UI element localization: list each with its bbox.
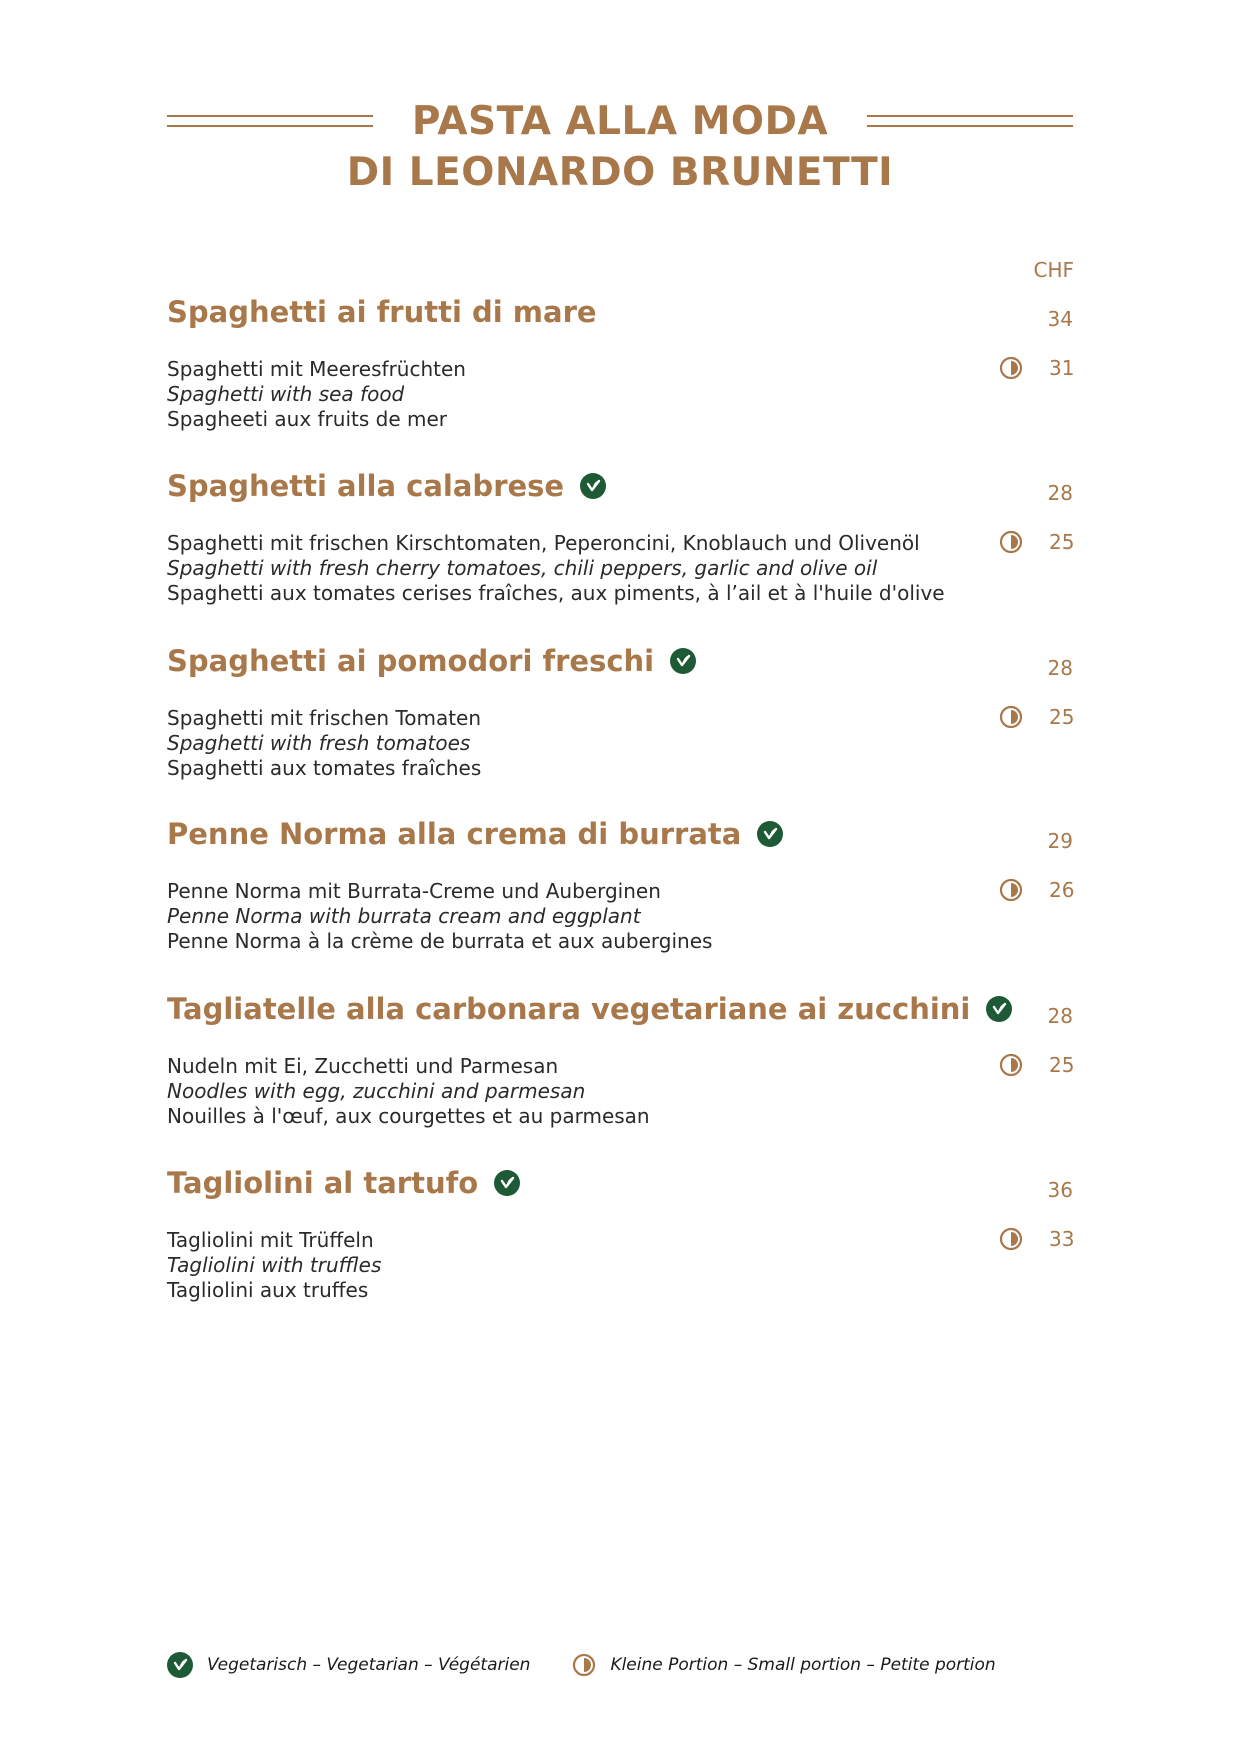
dish-name-text: Penne Norma alla crema di burrata <box>167 817 742 851</box>
dish-price: 28 <box>1047 481 1073 505</box>
dish-name <box>167 295 597 329</box>
dish-description <box>167 357 466 432</box>
description-de: Nudeln mit Ei, Zucchetti und Parmesan <box>167 1054 559 1078</box>
dish-name <box>167 644 696 678</box>
dish-price: 36 <box>1047 1178 1073 1202</box>
dish-description <box>167 1228 381 1303</box>
half-circle-icon <box>572 1653 596 1677</box>
page-title-line1: PASTA ALLA MODA <box>411 99 829 144</box>
description-en: Penne Norma with burrata cream and eggplant <box>167 904 641 928</box>
dish-price: 28 <box>1047 656 1073 680</box>
menu-item <box>167 1166 1073 1361</box>
description-de: Penne Norma mit Burrata-Creme und Auberginen <box>167 879 661 903</box>
small-portion-row <box>999 356 1073 380</box>
description-fr: Spagheeti aux fruits de mer <box>167 407 447 431</box>
leaf-icon <box>670 648 696 674</box>
leaf-icon <box>580 473 606 499</box>
leaf-icon <box>167 1652 193 1678</box>
dish-description <box>167 706 481 781</box>
menu-item <box>167 469 1073 664</box>
dish-name-text: Spaghetti ai frutti di mare <box>167 295 597 329</box>
half-circle-icon <box>999 1053 1023 1077</box>
half-circle-icon <box>999 1227 1023 1251</box>
small-portion-price: 26 <box>1049 878 1075 902</box>
leaf-icon <box>494 1170 520 1196</box>
legend-vegetarian-text: Vegetarisch – Vegetarian – Végétarien <box>207 1655 531 1675</box>
description-fr: Penne Norma à la crème de burrata et aux aubergines <box>167 929 713 953</box>
description-de: Tagliolini mit Trüffeln <box>167 1228 374 1252</box>
menu-item <box>167 644 1073 839</box>
leaf-icon <box>986 996 1012 1022</box>
menu-item <box>167 992 1073 1187</box>
description-fr: Tagliolini aux truffes <box>167 1278 369 1302</box>
dish-price: 34 <box>1047 307 1073 331</box>
dish-price: 28 <box>1047 1004 1073 1028</box>
menu-item <box>167 295 1073 490</box>
dish-name <box>167 817 783 851</box>
small-portion-price: 25 <box>1049 1053 1075 1077</box>
dish-name-text: Spaghetti ai pomodori freschi <box>167 644 655 678</box>
dish-name <box>167 1166 520 1200</box>
small-portion-price: 31 <box>1049 356 1075 380</box>
dish-name <box>167 992 1012 1026</box>
description-en: Spaghetti with sea food <box>167 382 405 406</box>
small-portion-row <box>999 1053 1073 1077</box>
half-circle-icon <box>999 878 1023 902</box>
half-circle-icon <box>999 705 1023 729</box>
half-circle-icon <box>999 530 1023 554</box>
dish-name-text: Tagliatelle alla carbonara vegetariane ai zucchini <box>167 992 971 1026</box>
description-de: Spaghetti mit frischen Kirschtomaten, Peperoncini, Knoblauch und Olivenöl <box>167 531 920 555</box>
legend-small-portion-text: Kleine Portion – Small portion – Petite portion <box>610 1655 996 1675</box>
dish-name-text: Tagliolini al tartufo <box>167 1166 479 1200</box>
description-en: Spaghetti with fresh tomatoes <box>167 731 471 755</box>
small-portion-price: 25 <box>1049 705 1075 729</box>
small-portion-row <box>999 878 1073 902</box>
page-title-line2: DI LEONARDO BRUNETTI <box>346 150 894 195</box>
leaf-icon <box>757 821 783 847</box>
description-fr: Nouilles à l'œuf, aux courgettes et au parmesan <box>167 1104 650 1128</box>
description-fr: Spaghetti aux tomates fraîches <box>167 756 482 780</box>
description-de: Spaghetti mit Meeresfrüchten <box>167 357 466 381</box>
small-portion-row <box>999 530 1073 554</box>
small-portion-row <box>999 1227 1073 1251</box>
description-en: Tagliolini with truffles <box>167 1253 382 1277</box>
dish-price: 29 <box>1047 829 1073 853</box>
description-en: Spaghetti with fresh cherry tomatoes, chili peppers, garlic and olive oil <box>167 556 878 580</box>
dish-name-text: Spaghetti alla calabrese <box>167 469 565 503</box>
dish-name <box>167 469 606 503</box>
description-en: Noodles with egg, zucchini and parmesan <box>167 1079 586 1103</box>
description-fr: Spaghetti aux tomates cerises fraîches, aux piments, à l’ail et à l'huile d'olive <box>167 581 945 605</box>
menu-header <box>167 94 1073 204</box>
menu-item <box>167 817 1073 1012</box>
description-de: Spaghetti mit frischen Tomaten <box>167 706 482 730</box>
dish-description <box>167 531 945 606</box>
small-portion-row <box>999 705 1073 729</box>
small-portion-price: 25 <box>1049 530 1075 554</box>
dish-description <box>167 879 712 954</box>
small-portion-price: 33 <box>1049 1227 1075 1251</box>
legend <box>167 1652 996 1678</box>
currency-label: CHF <box>1033 258 1074 282</box>
dish-description <box>167 1054 650 1129</box>
half-circle-icon <box>999 356 1023 380</box>
